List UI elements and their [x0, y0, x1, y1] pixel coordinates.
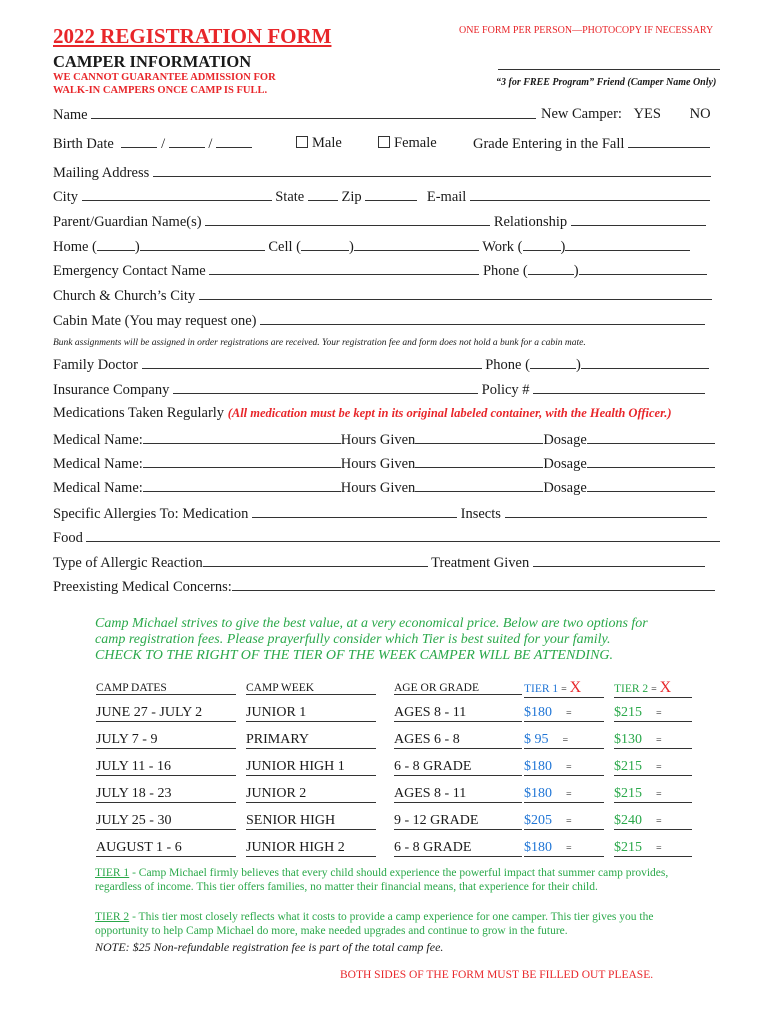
header-cell — [523, 676, 613, 700]
tier1-note — [95, 866, 685, 894]
tier1-price-cell — [524, 732, 604, 749]
preexisting-label: Preexisting Medical Concerns: — [53, 579, 232, 595]
camp-dates-cell — [96, 840, 236, 857]
camp-week-cell — [246, 705, 376, 722]
tier1-note-label: TIER 1 — [95, 867, 130, 879]
tier-check-slot[interactable] — [566, 840, 572, 855]
doctor-field[interactable] — [142, 356, 482, 369]
age-grade-cell-text: 6 - 8 GRADE — [394, 840, 472, 855]
medical-name-field[interactable] — [143, 455, 341, 468]
work-phone-field[interactable] — [565, 238, 690, 251]
grade-row — [473, 135, 710, 153]
table-row — [95, 781, 695, 808]
equals-sign: = — [566, 816, 572, 827]
header-tier2-cell — [614, 679, 692, 698]
mailing-address-row — [53, 164, 711, 182]
zip-label: Zip — [341, 189, 362, 205]
tier2-price-cell — [614, 840, 692, 857]
doctor-phone-label: Phone ( — [485, 357, 530, 373]
medications-label: Medications Taken Regularly — [53, 405, 225, 421]
table-cell — [393, 727, 523, 754]
emergency-area-code-field[interactable] — [528, 262, 574, 275]
camp-dates-cell-text: JUNE 27 - JULY 2 — [96, 705, 203, 720]
tier1-check-mark[interactable]: X — [569, 678, 582, 696]
friend-name-field[interactable] — [498, 69, 720, 70]
warning-line-2: WALK-IN CAMPERS ONCE CAMP IS FULL. — [53, 85, 268, 96]
table-cell — [245, 754, 393, 781]
equals-sign: = — [656, 735, 662, 746]
table-cell — [95, 781, 245, 808]
camp-week-cell — [246, 840, 376, 857]
relationship-field[interactable] — [571, 213, 706, 226]
paren-close: ) — [573, 263, 579, 279]
work-area-code-field[interactable] — [523, 238, 561, 251]
mailing-address-label: Mailing Address — [53, 165, 150, 181]
table-cell — [95, 727, 245, 754]
tier-check-slot[interactable] — [656, 705, 662, 720]
age-grade-cell — [394, 813, 522, 830]
paren-close: ) — [134, 239, 140, 255]
grade-label: Grade Entering in the Fall — [473, 136, 625, 152]
food-label: Food — [53, 530, 83, 546]
tier-check-slot[interactable] — [656, 732, 662, 747]
table-cell — [613, 727, 695, 754]
fees-intro-line-3: CHECK TO THE RIGHT OF THE TIER OF THE WEEK CAMPER WILL BE ATTENDING. — [95, 648, 614, 663]
age-grade-cell — [394, 840, 522, 857]
hours-given-field[interactable] — [415, 431, 543, 444]
cell-phone-label: Cell ( — [268, 239, 301, 255]
relationship-label: Relationship — [493, 214, 568, 230]
food-field[interactable] — [86, 529, 720, 542]
zip-field[interactable] — [365, 188, 417, 201]
table-cell — [613, 835, 695, 862]
table-row — [95, 727, 695, 754]
phones-row — [53, 238, 690, 256]
warning-line-1: WE CANNOT GUARANTEE ADMISSION FOR — [53, 72, 276, 83]
equals-sign: = — [656, 762, 662, 773]
age-grade-cell — [394, 759, 522, 776]
hours-given-label: Hours Given — [340, 432, 416, 448]
camp-week-cell-text: JUNIOR HIGH 2 — [246, 840, 345, 855]
dosage-label: Dosage — [543, 480, 587, 496]
camp-week-cell-text: PRIMARY — [246, 732, 310, 747]
email-label: E-mail — [426, 189, 467, 205]
doctor-phone-field[interactable] — [581, 356, 709, 369]
camp-dates-cell — [96, 732, 236, 749]
medical-name-label: Medical Name: — [53, 456, 143, 472]
cabin-mate-field[interactable] — [260, 312, 705, 325]
table-row — [95, 808, 695, 835]
male-label: Male — [312, 135, 342, 151]
tier2-price-cell-text: $215 — [614, 840, 642, 855]
header-camp-dates: CAMP DATES — [96, 682, 236, 695]
table-header-row — [95, 676, 695, 700]
home-phone-field[interactable] — [140, 238, 265, 251]
table-cell — [613, 808, 695, 835]
header-cell — [245, 676, 393, 700]
doctor-row — [53, 356, 709, 374]
emergency-label: Emergency Contact Name — [53, 263, 206, 279]
equals-sign: = — [656, 816, 662, 827]
name-field[interactable] — [91, 106, 536, 119]
age-grade-cell-text: AGES 8 - 11 — [394, 705, 467, 720]
age-grade-cell-text: 6 - 8 GRADE — [394, 759, 472, 774]
emergency-row — [53, 262, 707, 280]
camp-dates-cell — [96, 786, 236, 803]
fees-intro-line-1: Camp Michael strives to give the best value, at a very economical price. Below are two options for — [95, 616, 648, 631]
tier2-price-cell — [614, 786, 692, 803]
email-field[interactable] — [470, 188, 710, 201]
camp-dates-cell-text: JULY 25 - 30 — [96, 813, 172, 828]
dosage-label: Dosage — [543, 432, 587, 448]
equals-sign: = — [566, 789, 572, 800]
insurance-row — [53, 381, 705, 399]
tier1-price-cell — [524, 786, 604, 803]
parent-field[interactable] — [205, 213, 490, 226]
birth-month-field[interactable] — [121, 135, 157, 148]
tier2-price-cell — [614, 813, 692, 830]
camp-week-cell-text: JUNIOR 2 — [246, 786, 307, 801]
tier2-price-cell — [614, 705, 692, 722]
camp-dates-cell-text: AUGUST 1 - 6 — [96, 840, 182, 855]
tier2-price-cell — [614, 732, 692, 749]
allergies-medication-field[interactable] — [252, 505, 457, 518]
camp-week-cell-text: JUNIOR 1 — [246, 705, 307, 720]
birth-year-field[interactable] — [216, 135, 252, 148]
age-grade-cell-text: 9 - 12 GRADE — [394, 813, 479, 828]
reaction-row — [53, 554, 705, 572]
form-title: 2022 REGISTRATION FORM — [53, 24, 332, 48]
treatment-field[interactable] — [533, 554, 705, 567]
tier-check-slot[interactable] — [563, 732, 569, 747]
table-cell — [523, 727, 613, 754]
grade-field[interactable] — [628, 135, 710, 148]
doctor-area-code-field[interactable] — [530, 356, 576, 369]
medical-name-label: Medical Name: — [53, 432, 143, 448]
camp-rows — [95, 700, 695, 862]
camp-week-cell — [246, 759, 376, 776]
medical-name-label: Medical Name: — [53, 480, 143, 496]
dosage-field[interactable] — [587, 479, 715, 492]
fees-intro — [95, 616, 648, 664]
equals-sign: = — [656, 708, 662, 719]
table-cell — [523, 808, 613, 835]
tier1-price-cell — [524, 759, 604, 776]
header-cell — [613, 676, 695, 700]
tier1-price-cell — [524, 813, 604, 830]
table-cell — [523, 700, 613, 727]
friend-label: “3 for FREE Program” Friend (Camper Name Only) — [496, 77, 717, 88]
medical-row-1 — [53, 431, 715, 449]
food-row — [53, 529, 720, 547]
table-cell — [393, 781, 523, 808]
policy-label: Policy # — [481, 382, 530, 398]
tier2-price-cell-text: $240 — [614, 813, 642, 828]
table-cell — [95, 700, 245, 727]
table-cell — [245, 835, 393, 862]
table-cell — [393, 754, 523, 781]
home-phone-label: Home ( — [53, 239, 97, 255]
reaction-label: Type of Allergic Reaction — [53, 555, 203, 571]
allergies-medication-label: Specific Allergies To: Medication — [53, 506, 249, 522]
reaction-field[interactable] — [203, 554, 428, 567]
emergency-phone-label: Phone ( — [482, 263, 528, 279]
tier-check-slot[interactable] — [566, 759, 572, 774]
equals-sign: = — [651, 683, 657, 695]
table-row — [95, 835, 695, 862]
tier-check-slot[interactable] — [566, 705, 572, 720]
walk-in-warning — [53, 71, 276, 97]
header-camp-week: CAMP WEEK — [246, 682, 376, 695]
tier-check-slot[interactable] — [656, 840, 662, 855]
state-field[interactable] — [308, 188, 338, 201]
medical-name-field[interactable] — [143, 479, 341, 492]
emergency-phone-field[interactable] — [579, 262, 707, 275]
camp-week-cell — [246, 813, 376, 830]
tier2-price-cell-text: $215 — [614, 705, 642, 720]
birth-day-field[interactable] — [169, 135, 205, 148]
tier1-price-cell-text: $ 95 — [524, 732, 549, 747]
table-cell — [95, 835, 245, 862]
tier-check-slot[interactable] — [566, 786, 572, 801]
tier1-price-cell — [524, 705, 604, 722]
parent-label: Parent/Guardian Name(s) — [53, 214, 202, 230]
equals-sign: = — [566, 843, 572, 854]
age-grade-cell — [394, 705, 522, 722]
equals-sign: = — [566, 708, 572, 719]
fees-intro-line-2: camp registration fees. Please prayerfully consider which Tier is best suited for your family. — [95, 632, 611, 647]
hours-given-field[interactable] — [415, 479, 543, 492]
medical-row-3 — [53, 479, 715, 497]
state-label: State — [275, 189, 305, 205]
new-camper-yes[interactable]: YES — [633, 106, 661, 122]
new-camper-row — [541, 106, 711, 123]
camp-week-cell — [246, 786, 376, 803]
equals-sign: = — [566, 762, 572, 773]
equals-sign: = — [656, 789, 662, 800]
table-cell — [613, 754, 695, 781]
medication-note: (All medication must be kept in its original labeled container, with the Health Officer.) — [227, 406, 672, 420]
hours-given-label: Hours Given — [340, 456, 416, 472]
preexisting-row — [53, 578, 715, 596]
tier1-price-cell-text: $180 — [524, 840, 552, 855]
tier2-price-cell — [614, 759, 692, 776]
dosage-field[interactable] — [587, 455, 715, 468]
date-slash: / — [161, 136, 166, 152]
treatment-label: Treatment Given — [431, 555, 530, 571]
medical-row-2 — [53, 455, 715, 473]
tier2-price-cell-text: $215 — [614, 759, 642, 774]
header-tier2: TIER 2 — [614, 682, 649, 695]
camp-week-cell-text: SENIOR HIGH — [246, 813, 336, 828]
camp-fees-table — [95, 676, 695, 862]
parent-row — [53, 213, 706, 231]
tier2-note — [95, 910, 685, 938]
table-cell — [613, 781, 695, 808]
dosage-field[interactable] — [587, 431, 715, 444]
birth-date-row — [53, 135, 252, 153]
camp-week-cell — [246, 732, 376, 749]
camp-dates-cell — [96, 813, 236, 830]
hours-given-label: Hours Given — [340, 480, 416, 496]
tier-check-slot[interactable] — [656, 813, 662, 828]
tier-check-slot[interactable] — [656, 759, 662, 774]
church-field[interactable] — [199, 287, 712, 300]
tier1-price-cell-text: $180 — [524, 705, 552, 720]
medications-row — [53, 405, 672, 422]
tier1-price-cell-text: $180 — [524, 759, 552, 774]
camp-dates-cell — [96, 759, 236, 776]
table-cell — [245, 727, 393, 754]
tier1-price-cell-text: $180 — [524, 786, 552, 801]
table-cell — [393, 808, 523, 835]
insurance-label: Insurance Company — [53, 382, 170, 398]
paren-close: ) — [575, 357, 581, 373]
insurance-field[interactable] — [173, 381, 478, 394]
age-grade-cell — [394, 786, 522, 803]
allergies-row — [53, 505, 707, 523]
church-label: Church & Church’s City — [53, 288, 196, 304]
table-cell — [393, 700, 523, 727]
female-option[interactable] — [378, 135, 437, 152]
bunk-note: Bunk assignments will be assigned in order registrations are received. Your registration fee and form does not hold a bunk for a cabin mate. — [53, 338, 586, 348]
table-row — [95, 754, 695, 781]
home-area-code-field[interactable] — [97, 238, 135, 251]
age-grade-cell-text: AGES 8 - 11 — [394, 786, 467, 801]
table-row — [95, 700, 695, 727]
male-option[interactable] — [296, 135, 342, 152]
camp-dates-cell-text: JULY 7 - 9 — [96, 732, 158, 747]
church-row — [53, 287, 712, 305]
table-cell — [523, 754, 613, 781]
table-cell — [613, 700, 695, 727]
work-phone-label: Work ( — [482, 239, 523, 255]
name-label: Name — [53, 107, 88, 123]
tier2-note-label: TIER 2 — [95, 911, 130, 923]
paren-close: ) — [348, 239, 354, 255]
cabin-mate-label: Cabin Mate (You may request one) — [53, 313, 257, 329]
new-camper-no[interactable]: NO — [689, 106, 711, 122]
city-label: City — [53, 189, 78, 205]
dosage-label: Dosage — [543, 456, 587, 472]
equals-sign: = — [561, 683, 567, 695]
table-cell — [245, 700, 393, 727]
policy-field[interactable] — [533, 381, 705, 394]
cell-phone-field[interactable] — [354, 238, 479, 251]
equals-sign: = — [562, 735, 569, 746]
header-tier1: TIER 1 — [524, 682, 559, 695]
emergency-field[interactable] — [209, 262, 479, 275]
table-cell — [245, 781, 393, 808]
male-checkbox[interactable] — [296, 136, 308, 148]
tier2-check-mark[interactable]: X — [659, 678, 672, 696]
registration-fee-note: NOTE: $25 Non-refundable registration fee is part of the total camp fee. — [95, 940, 444, 954]
table-cell — [95, 808, 245, 835]
paren-close: ) — [560, 239, 566, 255]
header-age-grade: AGE OR GRADE — [394, 682, 522, 695]
mailing-address-field[interactable] — [153, 164, 711, 177]
cabin-mate-row — [53, 312, 705, 330]
insects-field[interactable] — [505, 505, 707, 518]
cell-area-code-field[interactable] — [301, 238, 349, 251]
table-cell — [523, 781, 613, 808]
table-cell — [393, 835, 523, 862]
camp-dates-cell — [96, 705, 236, 722]
tier2-note-text: - This tier most closely reflects what it costs to provide a camp experience for one camper. This tier gives you the opportunity to help Camp Michael do more, make needed upgrades and continue to grow in the future. — [95, 911, 654, 937]
header-tier1-cell — [524, 679, 604, 698]
table-cell — [523, 835, 613, 862]
tier1-price-cell-text: $205 — [524, 813, 552, 828]
header-cell — [95, 676, 245, 700]
date-slash: / — [208, 136, 213, 152]
medical-name-field[interactable] — [143, 431, 341, 444]
name-row — [53, 106, 536, 124]
city-row — [53, 188, 710, 206]
tier2-price-cell-text: $215 — [614, 786, 642, 801]
hours-given-field[interactable] — [415, 455, 543, 468]
doctor-label: Family Doctor — [53, 357, 138, 373]
both-sides-note: BOTH SIDES OF THE FORM MUST BE FILLED OUT PLEASE. — [340, 969, 654, 981]
header-cell — [393, 676, 523, 700]
preexisting-field[interactable] — [232, 578, 715, 591]
tier-check-slot[interactable] — [656, 786, 662, 801]
one-form-note: ONE FORM PER PERSON—PHOTOCOPY IF NECESSARY — [459, 25, 714, 36]
female-label: Female — [394, 135, 437, 151]
tier1-price-cell — [524, 840, 604, 857]
age-grade-cell — [394, 732, 522, 749]
camp-dates-cell-text: JULY 18 - 23 — [96, 786, 172, 801]
camp-dates-cell-text: JULY 11 - 16 — [96, 759, 171, 774]
section-title: CAMPER INFORMATION — [53, 52, 252, 71]
tier-check-slot[interactable] — [566, 813, 572, 828]
camp-week-cell-text: JUNIOR HIGH 1 — [246, 759, 345, 774]
age-grade-cell-text: AGES 6 - 8 — [394, 732, 460, 747]
table-cell — [245, 808, 393, 835]
female-checkbox[interactable] — [378, 136, 390, 148]
table-cell — [95, 754, 245, 781]
tier2-price-cell-text: $130 — [614, 732, 642, 747]
city-field[interactable] — [82, 188, 272, 201]
tier1-note-text: - Camp Michael firmly believes that every child should experience the powerful impact that summer camp provides, regardless of income. This tier offers families, no matter their financial means, that experience for their child. — [95, 867, 669, 893]
new-camper-label: New Camper: — [541, 106, 622, 122]
insects-label: Insects — [460, 506, 501, 522]
equals-sign: = — [656, 843, 662, 854]
birth-date-label: Birth Date — [53, 136, 114, 152]
